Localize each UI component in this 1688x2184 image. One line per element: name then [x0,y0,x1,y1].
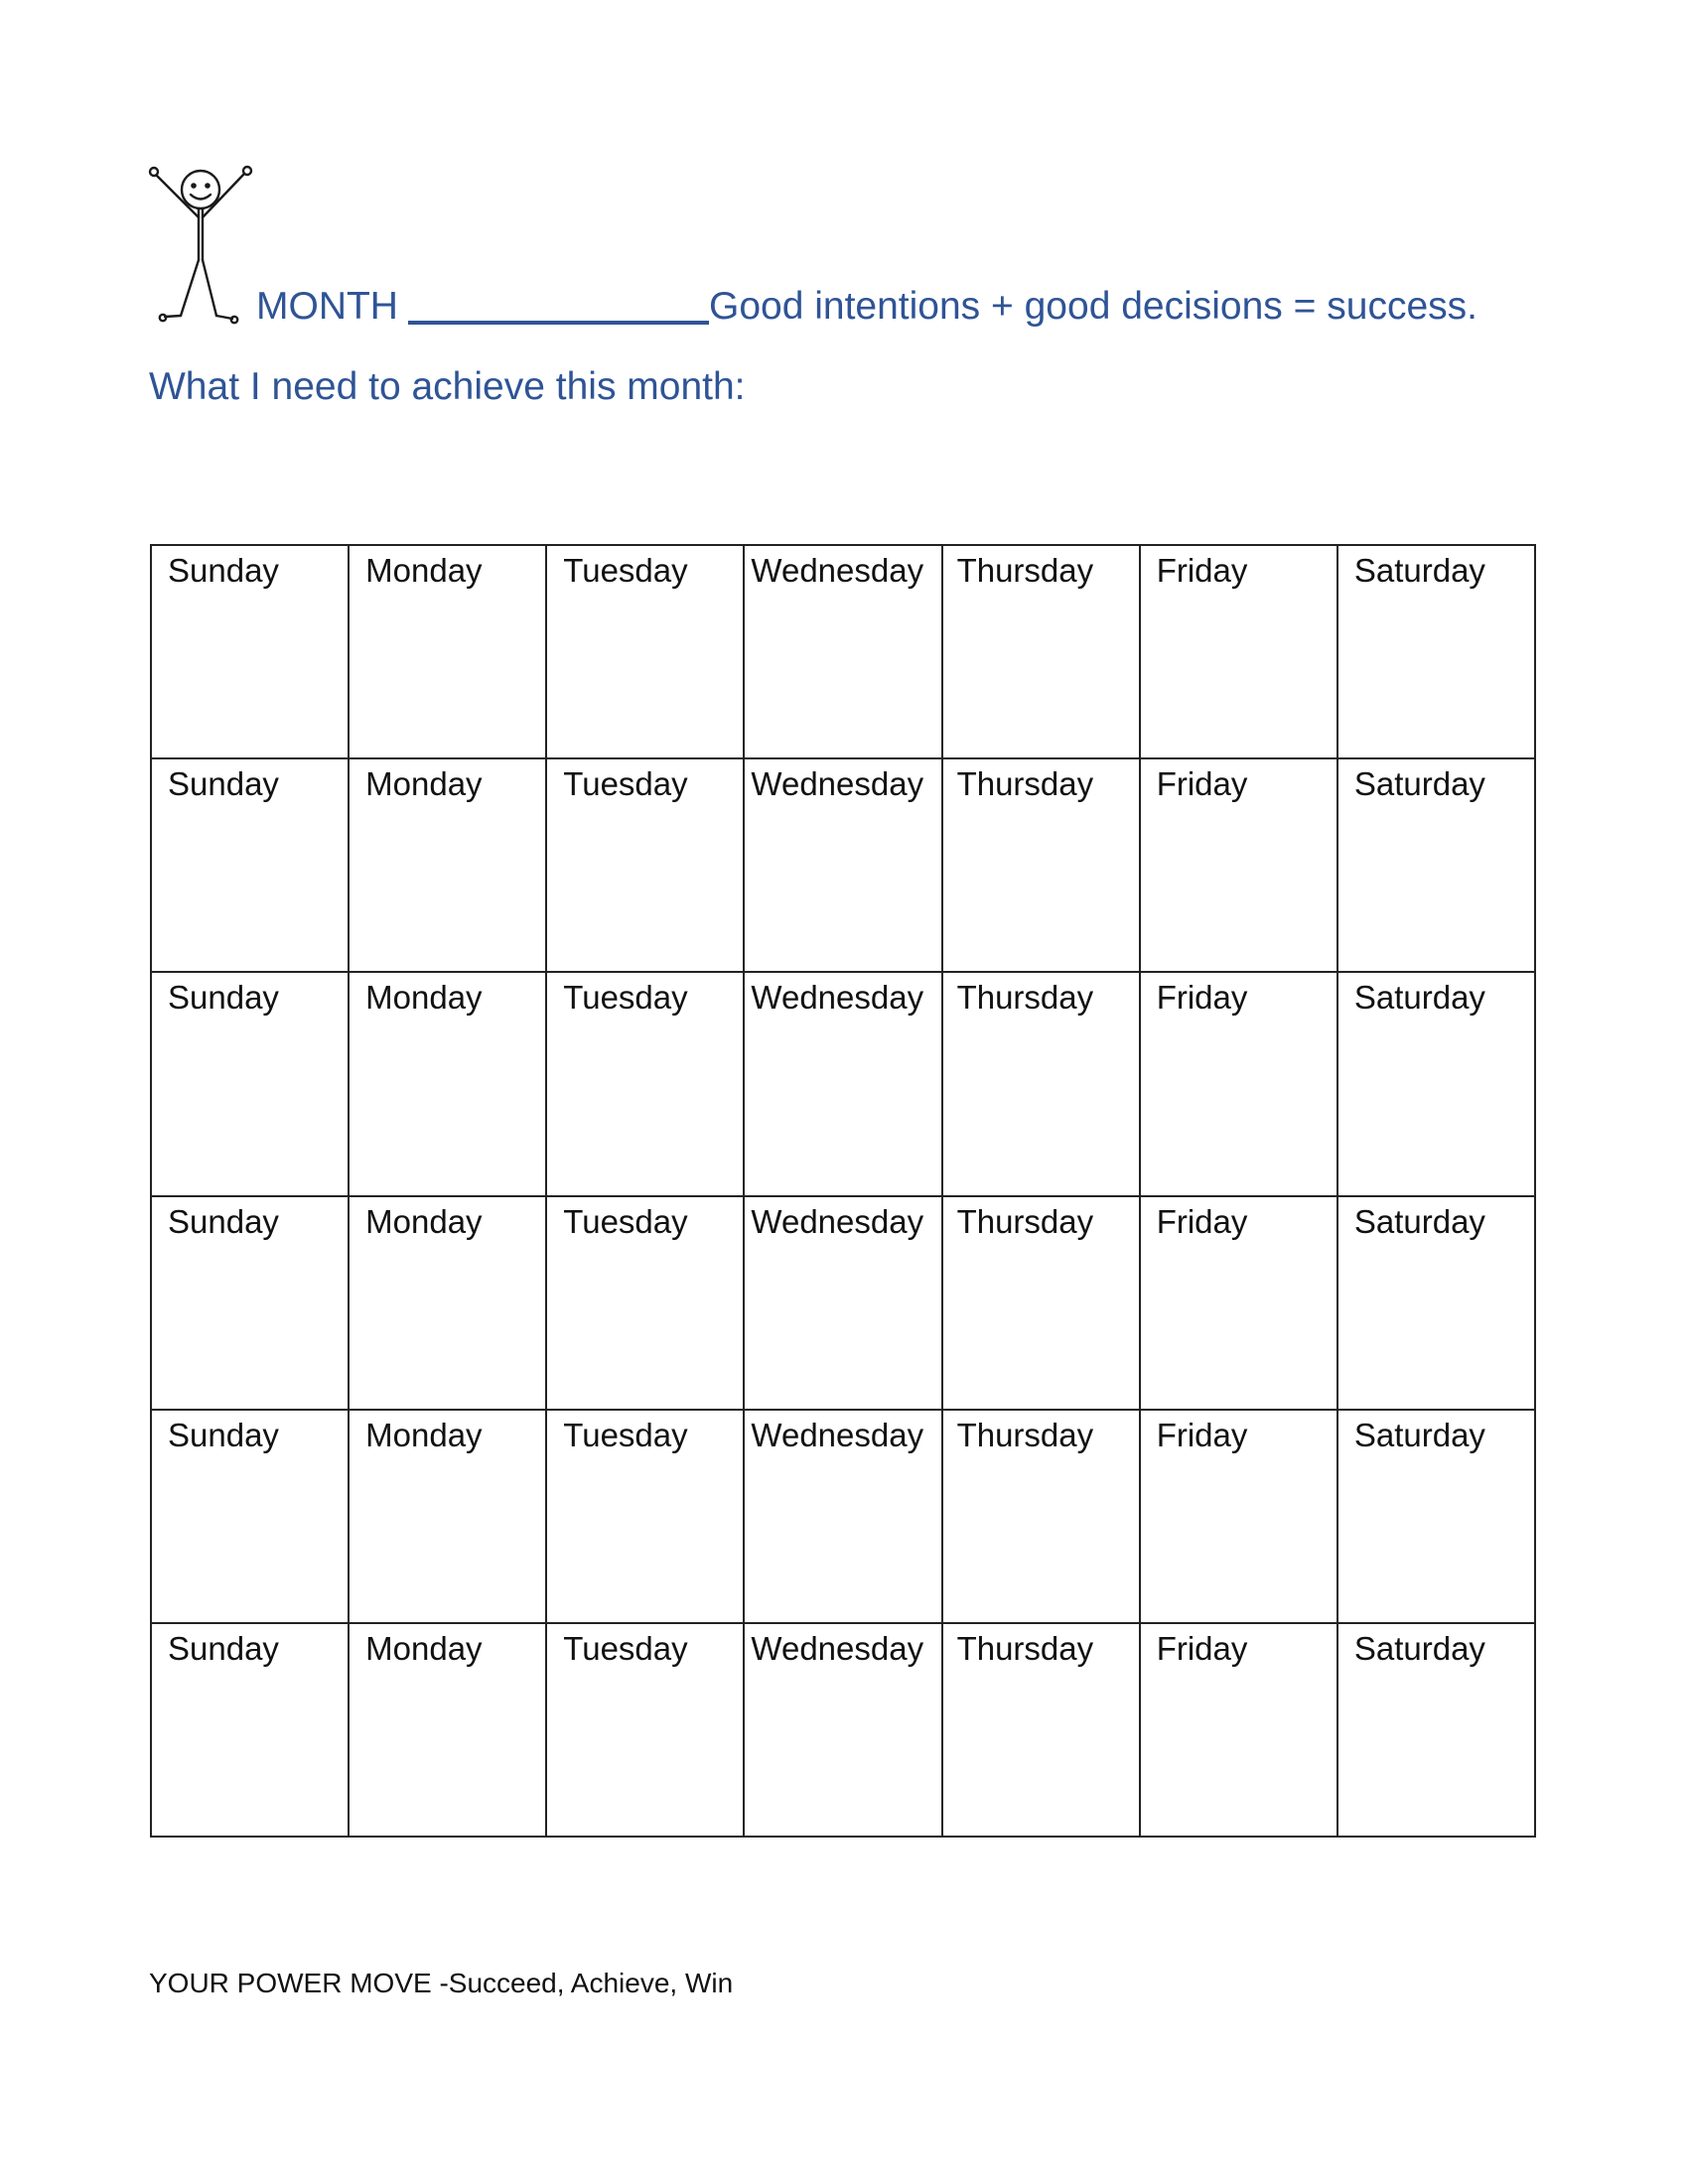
day-cell-monday[interactable] [349,1623,546,1837]
calendar-week-row [151,758,1535,972]
day-cell-tuesday[interactable] [546,545,744,758]
day-cell-friday[interactable] [1140,1196,1337,1410]
day-label: Tuesday [563,765,688,802]
calendar-week-row [151,1623,1535,1837]
day-cell-sunday[interactable] [151,972,349,1196]
day-label: Monday [365,1630,483,1667]
day-cell-wednesday[interactable] [744,545,941,758]
footer-tagline: YOUR POWER MOVE -Succeed, Achieve, Win [149,1968,734,1998]
day-label: Wednesday [751,1203,924,1240]
day-cell-thursday[interactable] [942,758,1140,972]
day-cell-thursday[interactable] [942,972,1140,1196]
day-label: Thursday [956,1417,1094,1453]
day-cell-monday[interactable] [349,758,546,972]
day-label: Wednesday [751,979,924,1016]
day-label: Sunday [168,552,279,589]
day-cell-sunday[interactable] [151,1623,349,1837]
day-label: Saturday [1353,1630,1485,1667]
day-cell-friday[interactable] [1140,758,1337,972]
day-label: Tuesday [563,1203,688,1240]
day-label: Tuesday [563,979,688,1016]
day-label: Sunday [168,765,279,802]
day-cell-wednesday[interactable] [744,1410,941,1623]
day-cell-thursday[interactable] [942,1623,1140,1837]
day-label: Thursday [956,1203,1094,1240]
day-label: Tuesday [563,552,688,589]
day-cell-saturday[interactable] [1337,1196,1535,1410]
day-cell-monday[interactable] [349,972,546,1196]
month-blank-field[interactable] [408,321,709,325]
day-label: Saturday [1353,979,1485,1016]
day-cell-saturday[interactable] [1337,758,1535,972]
day-label: Friday [1156,1630,1248,1667]
day-label: Thursday [956,765,1094,802]
day-cell-friday[interactable] [1140,1410,1337,1623]
day-label: Friday [1156,979,1248,1016]
day-cell-tuesday[interactable] [546,1410,744,1623]
day-label: Tuesday [563,1630,688,1667]
day-label: Saturday [1353,552,1485,589]
day-label: Saturday [1353,765,1485,802]
day-label: Monday [365,1417,483,1453]
day-cell-saturday[interactable] [1337,972,1535,1196]
day-cell-saturday[interactable] [1337,1623,1535,1837]
day-label: Saturday [1353,1417,1485,1453]
day-cell-wednesday[interactable] [744,1196,941,1410]
motto: Good intentions + good decisions = success. [708,285,1477,328]
day-label: Monday [365,765,483,802]
day-cell-thursday[interactable] [942,545,1140,758]
calendar-week-row [151,545,1535,758]
day-label: Thursday [956,552,1094,589]
day-cell-wednesday[interactable] [744,1623,941,1837]
day-cell-sunday[interactable] [151,545,349,758]
day-label: Monday [365,1203,483,1240]
day-cell-monday[interactable] [349,1410,546,1623]
day-label: Thursday [956,1630,1094,1667]
day-label: Saturday [1353,1203,1485,1240]
day-cell-saturday[interactable] [1337,545,1535,758]
day-label: Wednesday [751,1417,924,1453]
calendar-grid [150,544,1536,1838]
day-cell-friday[interactable] [1140,972,1337,1196]
day-label: Sunday [168,1417,279,1453]
day-cell-monday[interactable] [349,1196,546,1410]
day-cell-tuesday[interactable] [546,1623,744,1837]
day-cell-friday[interactable] [1140,545,1337,758]
day-label: Thursday [956,979,1094,1016]
day-cell-tuesday[interactable] [546,972,744,1196]
day-cell-tuesday[interactable] [546,1196,744,1410]
day-label: Wednesday [751,765,924,802]
calendar-week-row [151,972,1535,1196]
day-label: Friday [1156,765,1248,802]
day-label: Friday [1156,1417,1248,1453]
day-cell-thursday[interactable] [942,1410,1140,1623]
day-cell-friday[interactable] [1140,1623,1337,1837]
day-label: Sunday [168,1203,279,1240]
day-cell-wednesday[interactable] [744,972,941,1196]
day-label: Sunday [168,1630,279,1667]
day-label: Friday [1156,1203,1248,1240]
day-cell-monday[interactable] [349,545,546,758]
day-cell-tuesday[interactable] [546,758,744,972]
day-cell-thursday[interactable] [942,1196,1140,1410]
goals-heading: What I need to achieve this month: [149,365,746,408]
day-label: Tuesday [563,1417,688,1453]
day-label: Monday [365,979,483,1016]
day-cell-sunday[interactable] [151,758,349,972]
day-cell-sunday[interactable] [151,1410,349,1623]
month-header [256,279,1477,335]
day-label: Monday [365,552,483,589]
day-cell-wednesday[interactable] [744,758,941,972]
day-label: Friday [1156,552,1248,589]
day-cell-saturday[interactable] [1337,1410,1535,1623]
month-label: MONTH [256,285,398,328]
calendar-week-row [151,1410,1535,1623]
calendar-week-row [151,1196,1535,1410]
day-label: Wednesday [751,1630,924,1667]
day-cell-sunday[interactable] [151,1196,349,1410]
day-label: Sunday [168,979,279,1016]
stick-figure-icon [145,164,256,329]
day-label: Wednesday [751,552,924,589]
